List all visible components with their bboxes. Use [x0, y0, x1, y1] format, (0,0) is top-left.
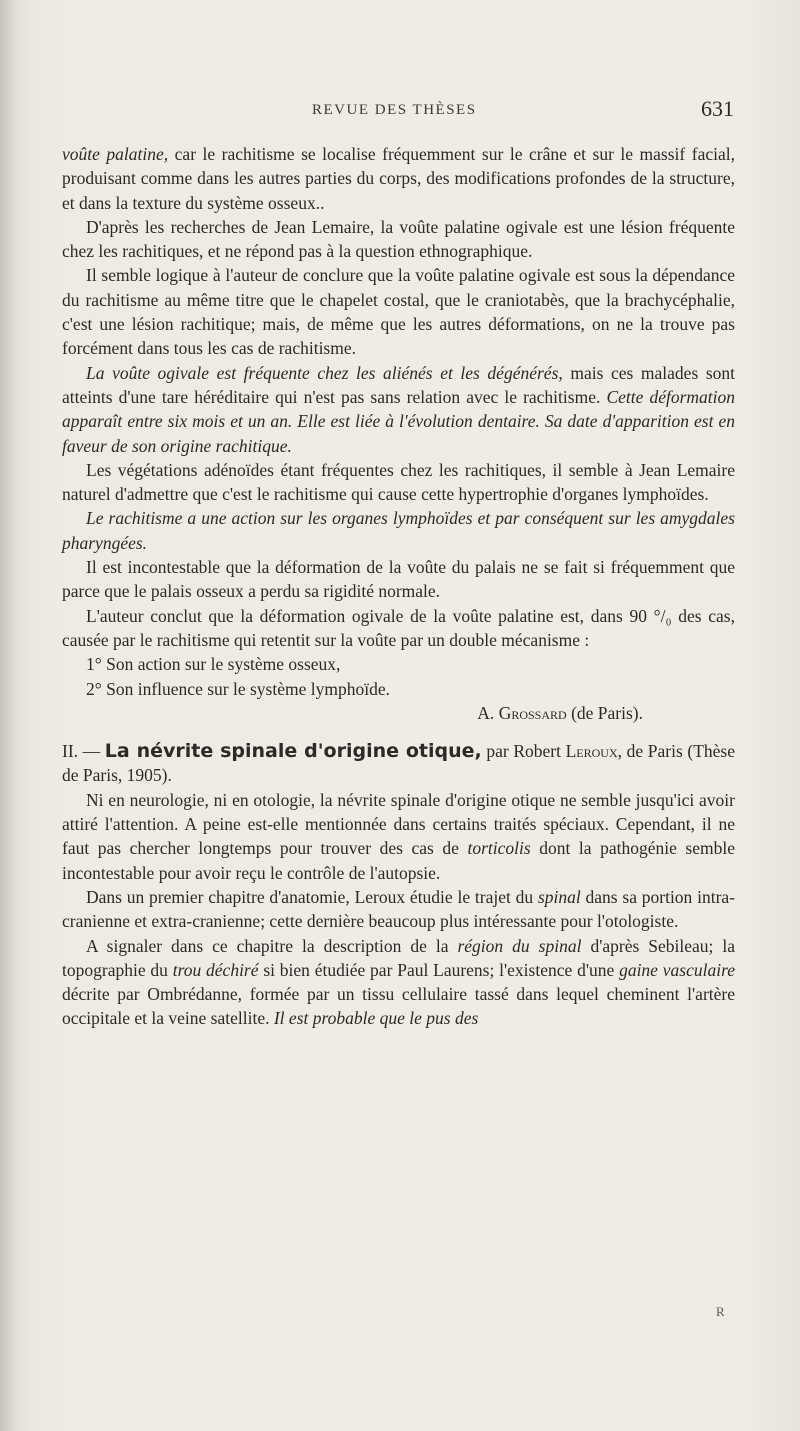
- italic-text: gaine vasculaire: [619, 959, 735, 980]
- paragraph: [62, 142, 735, 215]
- list-item: 1° Son action sur le système osseux,: [86, 654, 341, 675]
- text: mais ces malades sont atteints d'une tare héréditaire qui n'est pas sans relation avec le rachitisme.: [62, 362, 736, 407]
- author-name: Leroux: [565, 741, 618, 762]
- page-number: 631: [701, 96, 734, 121]
- text: décrite par Ombrédanne, formée par un tissu cellulaire tassé dans lequel cheminent l'artère occipitale et la veine satellite.: [62, 984, 735, 1029]
- paragraph: Il est incontestable que la déformation de la voûte du palais ne se fait si fréquemment que parce que le palais osseux a perdu sa rigidité normale.: [62, 557, 735, 602]
- italic-text: torticolis: [467, 838, 531, 859]
- signature-mark: R: [716, 1304, 725, 1319]
- paragraph: Les végétations adénoïdes étant fréquentes chez les rachitiques, il semble à Jean Lemaire naturel d'admettre que c'est le rachitisme qui cause cette hypertrophie d'organes lymphoïdes.: [62, 459, 735, 505]
- italic-text: voûte palatine,: [62, 144, 169, 164]
- italic-text: Cette déformation apparaît entre six mois et un an. Elle est liée à l'évolution dentaire. Sa date d'apparition est en faveur de son origine rachitique.: [62, 386, 736, 456]
- text: dont la pathogénie semble incontestable pour avoir reçu le contrôle de l'autopsie.: [62, 838, 735, 883]
- text: Ni en neurologie, ni en otologie, la névrite spinale d'origine otique ne semble jusqu'ici avoir attiré l'attention. A peine est-elle mentionnée dans certains traités spéciaux. Cependant, il ne faut pas chercher longtemps pour trouver des cas de: [62, 789, 735, 859]
- author-name: Grossard: [498, 702, 567, 723]
- list-item: 2° Son influence sur le système lymphoïde.: [86, 678, 390, 699]
- italic-text: La voûte ogivale est fréquente chez les aliénés et les dégénérés,: [86, 362, 563, 383]
- text: d'après Sebileau; la topographie du: [62, 935, 735, 980]
- italic-text: Il est probable que le pus des: [273, 1008, 479, 1029]
- text: A signaler dans ce chapitre la description de la: [86, 935, 458, 956]
- page-header: [62, 96, 734, 126]
- paragraph: D'après les recherches de Jean Lemaire, la voûte palatine ogivale est une lésion fréquente chez les rachitiques, et ne répond pas à la question ethnographique.: [62, 216, 735, 262]
- paragraph: [62, 361, 735, 458]
- text: par Robert: [481, 741, 566, 762]
- text: si bien étudiée par Paul Laurens; l'existence d'une: [258, 959, 620, 980]
- paragraph: Le rachitisme a une action sur les organes lymphoïdes et par conséquent sur les amygdales pharyngées.: [62, 508, 735, 553]
- italic-text: spinal: [537, 886, 581, 907]
- paragraph: L'auteur conclut que la déformation ogivale de la voûte palatine est, dans 90 °/₀ des cas, causée par le rachitisme qui retentit sur la voûte par un double mécanisme :: [62, 605, 735, 650]
- italic-text: trou déchiré: [172, 959, 259, 980]
- text: Dans un premier chapitre d'anatomie, Leroux étudie le trajet du: [86, 886, 538, 907]
- section-heading: [62, 739, 735, 788]
- body-text: [62, 142, 735, 1031]
- text: A.: [477, 702, 499, 723]
- italic-text: région du spinal: [457, 935, 582, 956]
- paragraph: [62, 885, 735, 934]
- text: (de Paris).: [566, 702, 643, 723]
- text: , de Paris (Thèse de Paris, 1905).: [62, 741, 735, 786]
- paragraph: Il semble logique à l'auteur de conclure que la voûte palatine ogivale est sous la dépendance du rachitisme au même titre que le chapelet costal, que le craniotabès, que la brachycéphalie, c'est une lésion rachitique; mais, de même que les autres déformations, on ne la trouve pas forcément dans tous les cas de rachitisme.: [62, 265, 735, 359]
- section-title: La névrite spinale d'origine otique,: [104, 740, 482, 763]
- paragraph: [62, 788, 735, 885]
- scan-edge-shadow: [0, 0, 14, 1431]
- text: car le rachitisme se localise fréquemment sur le crâne et sur le massif facial, produisant comme dans les autres parties du corps, des modifications profondes de la structure, et dans la texture du système osseux..: [62, 144, 735, 213]
- text: dans sa portion intra-cranienne et extra-cranienne; cette dernière beaucoup plus intéressante pour l'otologiste.: [62, 886, 735, 932]
- signature: [62, 701, 735, 725]
- section-number: II. —: [62, 741, 105, 762]
- running-head: REVUE DES THÈSES: [312, 102, 477, 118]
- paragraph: [62, 934, 735, 1031]
